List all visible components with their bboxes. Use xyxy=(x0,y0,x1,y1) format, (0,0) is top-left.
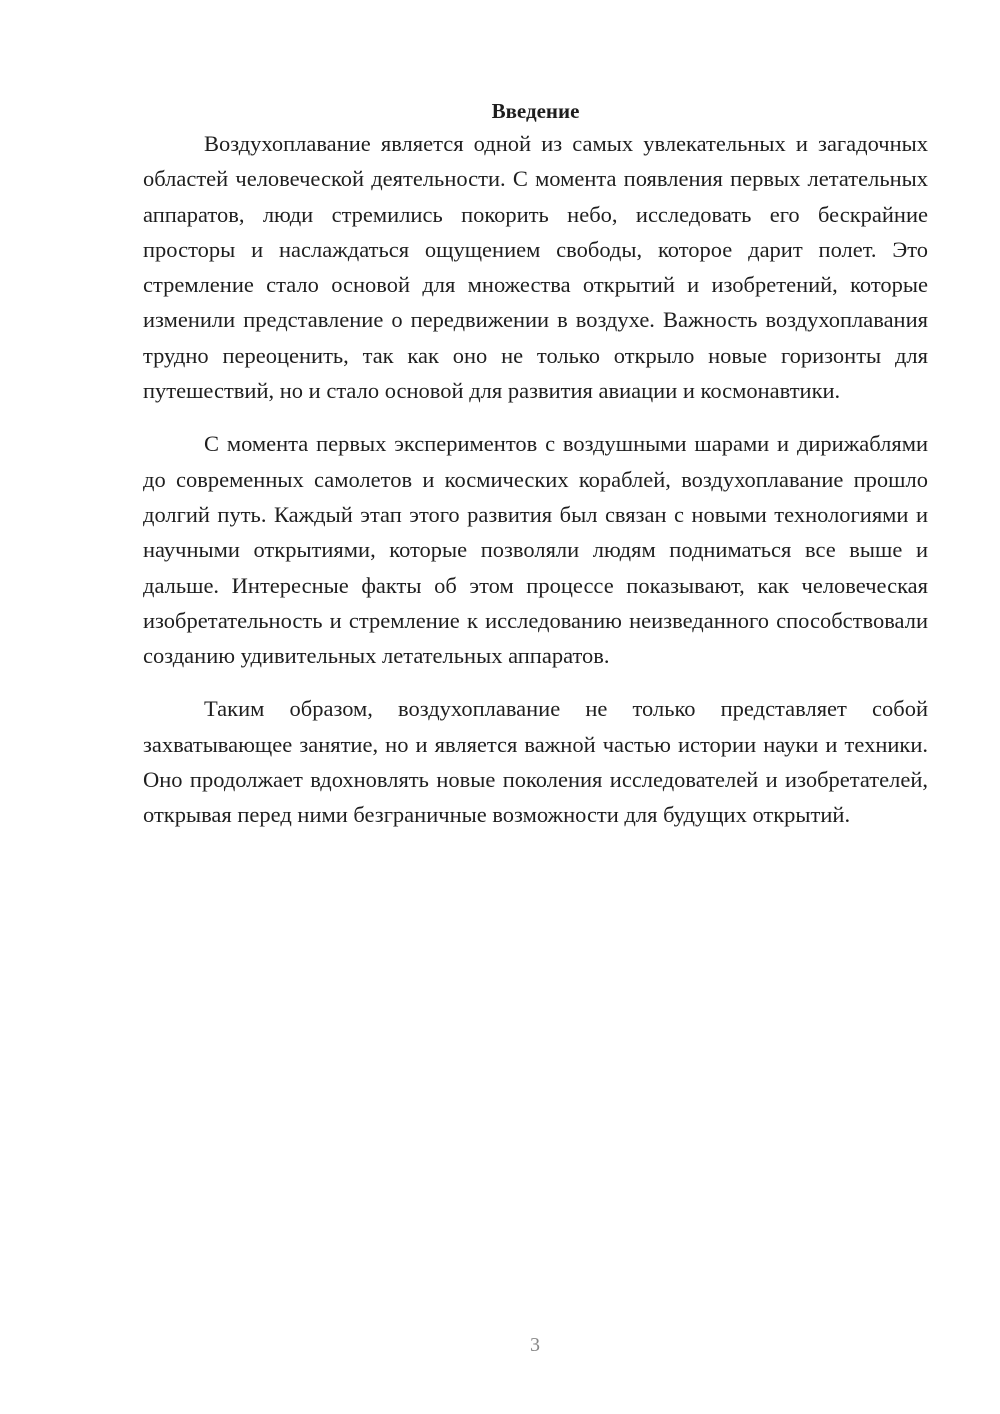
paragraph-3: Таким образом, воздухоплавание не только представляет собой захватывающее занятие, но и является важной частью истории науки и техники. Оно продолжает вдохновлять новые поколения исследователей и изобретателей, открывая перед ними безграничные возможности для будущих открытий. xyxy=(143,696,928,828)
paragraph-2: С момента первых экспериментов с воздушными шарами и дирижаблями до современных самолетов и космических кораблей, воздухоплавание прошло долгий путь. Каждый этап этого развития был связан с новыми технологиями и научными открытиями, которые позволяли людям подниматься все выше и дальше. Интересные факты об этом процессе показывают, как человеческая изобретательность и стремление к исследованию неизведанного способствовали созданию удивительных летательных аппаратов. xyxy=(143,431,928,669)
page-number: 3 xyxy=(530,1334,540,1356)
page-content xyxy=(143,96,928,833)
section-heading: Введение xyxy=(491,99,580,123)
paragraph-1: Воздухоплавание является одной из самых увлекательных и загадочных областей человеческой деятельности. С момента появления первых летательных аппаратов, люди стремились покорить небо, исследовать его бескрайние просторы и наслаждаться ощущением свободы, которое дарит полет. Это стремление стало основой для множества открытий и изобретений, которые изменили представление о передвижении в воздухе. Важность воздухоплавания трудно переоценить, так как оно не только открыло новые горизонты для путешествий, но и стало основой для развития авиации и космонавтики. xyxy=(143,131,928,404)
